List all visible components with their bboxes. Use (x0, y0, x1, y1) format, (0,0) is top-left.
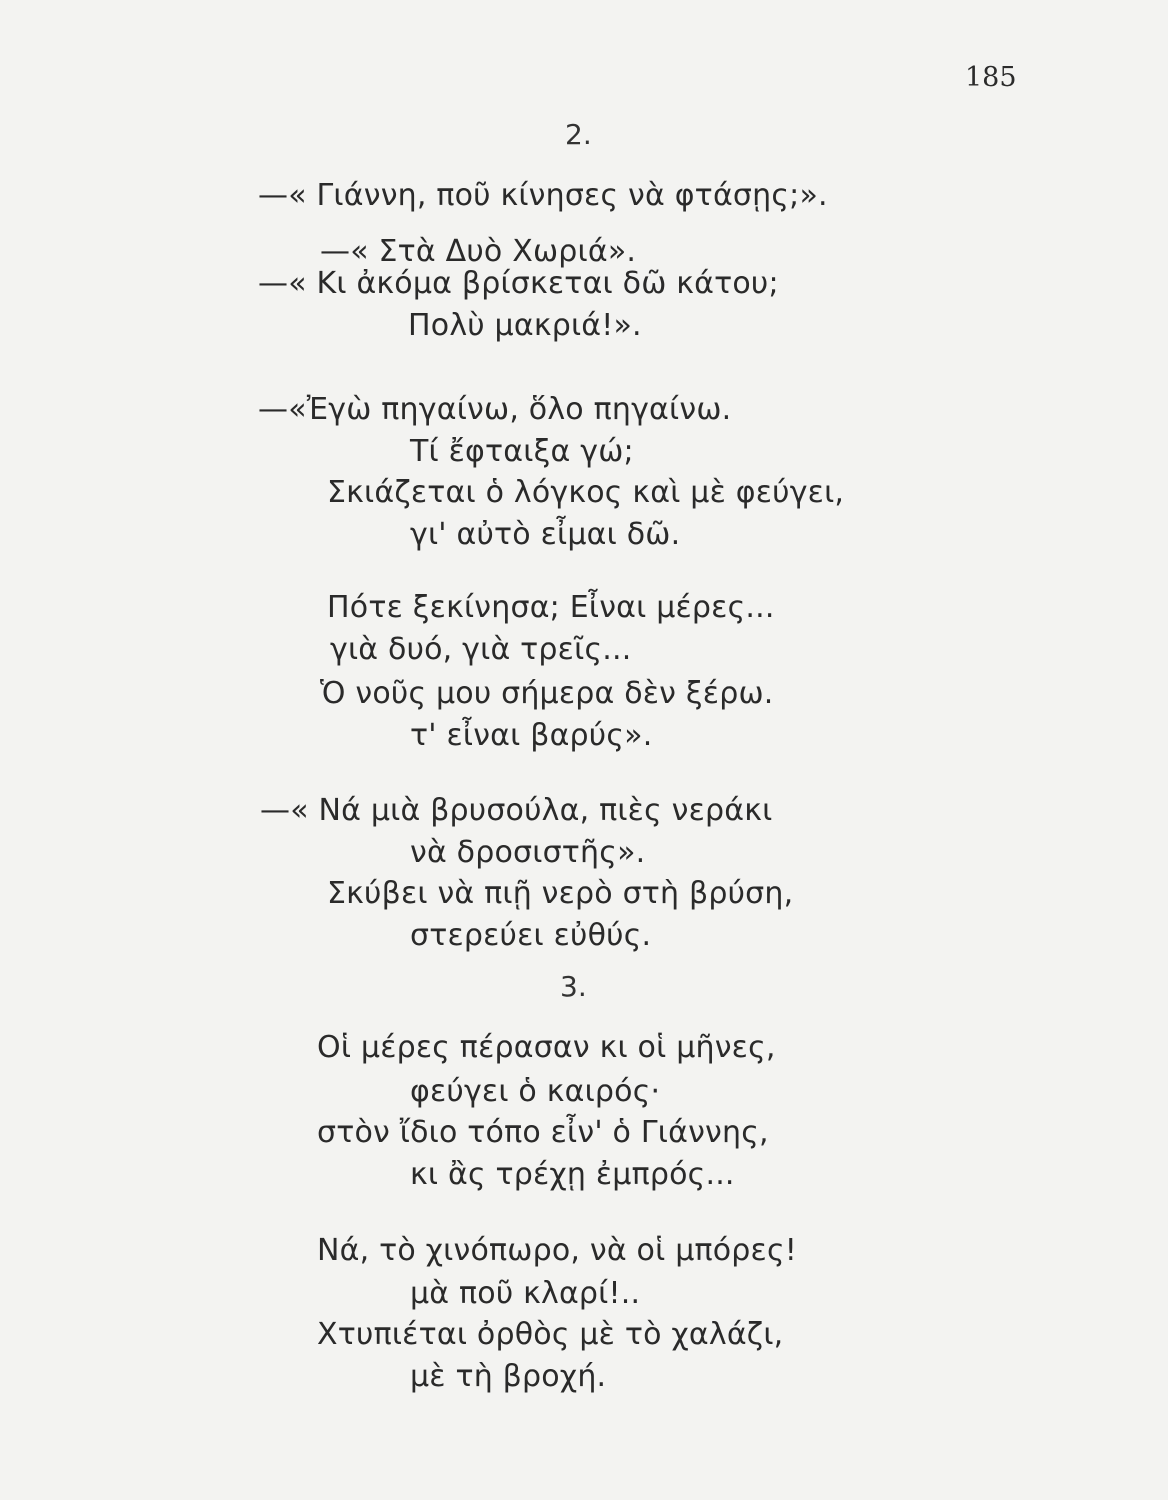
verse-line: μὲ τὴ βροχή. (410, 1359, 607, 1394)
verse-line: νὰ δροσιστῆς». (410, 835, 646, 870)
verse-line: —«Ἐγὼ πηγαίνω, ὅλο πηγαίνω. (258, 392, 732, 427)
verse-line: κι ἂς τρέχῃ ἐμπρός... (410, 1157, 735, 1192)
verse-line: Νά, τὸ χινόπωρο, νὰ οἱ μπόρες! (317, 1233, 797, 1268)
verse-line: τ' εἶναι βαρύς». (410, 718, 653, 753)
verse-line: Σκιάζεται ὁ λόγκος καὶ μὲ φεύγει, (327, 475, 845, 510)
page-number: 185 (965, 62, 1017, 93)
verse-line: γι' αὐτὸ εἶμαι δῶ. (410, 517, 681, 552)
verse-line: Οἱ μέρες πέρασαν κι οἱ μῆνες, (317, 1030, 776, 1065)
section-number-3: 3. (560, 970, 587, 1003)
verse-line: γιὰ δυό, γιὰ τρεῖς... (330, 632, 632, 667)
verse-line: στερεύει εὐθύς. (410, 918, 652, 953)
section-number-2: 2. (565, 118, 592, 151)
verse-line: —« Νά μιὰ βρυσούλα, πιὲς νεράκι (260, 793, 773, 828)
verse-line: στὸν ἴδιο τόπο εἶν' ὁ Γιάννης, (317, 1115, 769, 1150)
verse-line: —« Γιάννη, ποῦ κίνησες νὰ φτάσῃς;». (258, 178, 828, 213)
verse-line: Χτυπιέται ὀρθὸς μὲ τὸ χαλάζι, (317, 1317, 784, 1352)
verse-line: Ὁ νοῦς μου σήμερα δὲν ξέρω. (320, 676, 774, 711)
verse-line: φεύγει ὁ καιρός· (410, 1074, 661, 1109)
verse-line: Τί ἔφταιξα γώ; (410, 434, 634, 469)
verse-line: —« Στὰ Δυὸ Χωριά». (320, 234, 637, 269)
verse-line: —« Κι ἀκόμα βρίσκεται δῶ κάτου; (258, 266, 779, 301)
verse-line: Πολὺ μακριά!». (408, 308, 642, 343)
verse-line: Πότε ξεκίνησα; Εἶναι μέρες... (327, 590, 775, 625)
verse-line: Σκύβει νὰ πιῇ νερὸ στὴ βρύση, (327, 876, 794, 911)
verse-line: μὰ ποῦ κλαρί!.. (410, 1276, 641, 1311)
